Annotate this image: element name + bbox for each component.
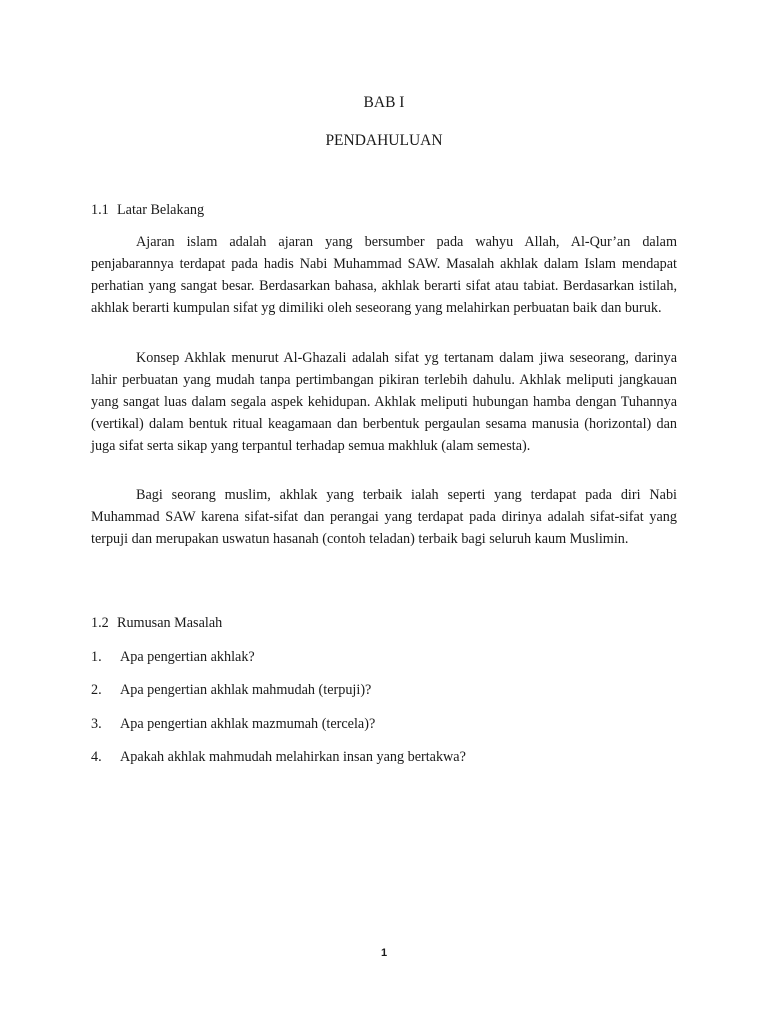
list-item <box>91 746 677 768</box>
list-item-text: Apa pengertian akhlak mahmudah (terpuji)? <box>120 682 372 698</box>
section-heading-rumusan-masalah <box>91 612 222 634</box>
page-number: 1 <box>380 947 388 959</box>
section-title: Rumusan Masalah <box>117 615 223 631</box>
chapter-number: BAB I <box>363 94 405 111</box>
list-item-number: 2. <box>91 682 102 698</box>
section-heading-latar-belakang <box>91 199 204 221</box>
paragraph-2: Konsep Akhlak menurut Al-Ghazali adalah sifat yg tertanam dalam jiwa seseorang, darinya lahir perbuatan yang mudah tanpa pertimbangan pikiran terlebih dahulu. Akhlak meliputi jangkauan yang sangat luas dalam segala aspek kehidupan. Akhlak meliputi hubungan hamba dengan Tuhannya (vertikal) dalam bentuk ritual keagamaan dan berbentuk pergaulan sesama manusia (horizontal) dan juga sifat serta sikap yang terpantul terhadap semua makhluk (alam semesta). <box>91 350 677 454</box>
paragraph-1: Ajaran islam adalah ajaran yang bersumber pada wahyu Allah, Al-Qur’an dalam penjabarannya terdapat pada hadis Nabi Muhammad SAW. Masalah akhlak dalam Islam mendapat perhatian yang sangat besar. Berdasarkan bahasa, akhlak berarti sifat atau tabiat. Berdasarkan istilah, akhlak berarti kumpulan sifat yg dimiliki oleh seseorang yang melahirkan perbuatan baik dan buruk. <box>91 234 677 316</box>
list-item <box>91 646 677 668</box>
list-item-number: 1. <box>91 649 102 665</box>
section-number: 1.1 <box>91 202 109 218</box>
paragraph-3: Bagi seorang muslim, akhlak yang terbaik ialah seperti yang terdapat pada diri Nabi Muhammad SAW karena sifat-sifat dan perangai yang terdapat pada dirinya adalah sifat-sifat yang terpuji dan merupakan uswatun hasanah (contoh teladan) terbaik bagi seluruh kaum Muslimin. <box>91 487 677 547</box>
list-item <box>91 713 677 735</box>
list-item-number: 4. <box>91 749 102 765</box>
list-item-text: Apakah akhlak mahmudah melahirkan insan yang bertakwa? <box>120 749 466 765</box>
list-item-number: 3. <box>91 716 102 732</box>
section-number: 1.2 <box>91 615 109 631</box>
chapter-title: PENDAHULUAN <box>325 132 443 149</box>
section-title: Latar Belakang <box>117 202 205 218</box>
list-item <box>91 679 677 701</box>
list-item-text: Apa pengertian akhlak? <box>120 649 255 665</box>
list-item-text: Apa pengertian akhlak mazmumah (tercela)? <box>120 716 376 732</box>
